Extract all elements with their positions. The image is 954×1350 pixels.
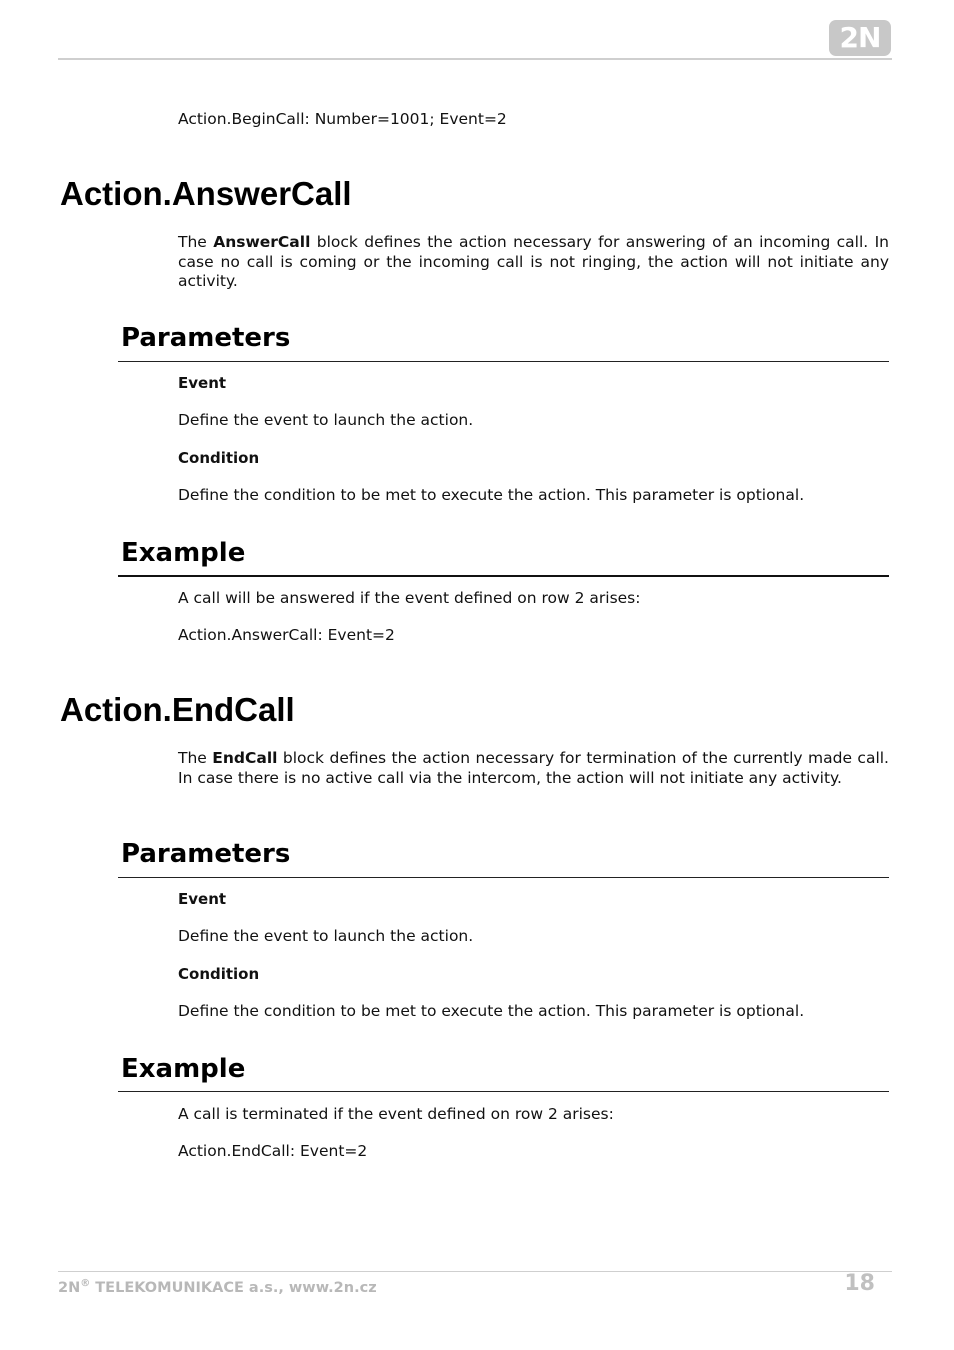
example-heading: Example: [121, 1054, 246, 1084]
example-heading: Example: [121, 538, 246, 568]
brand-logo: 2N: [829, 20, 891, 56]
param-condition-desc: Define the condition to be met to execute the action. This parameter is optional.: [178, 486, 805, 504]
section-title-endcall: Action.EndCall: [60, 691, 295, 728]
description-prefix: The: [178, 749, 213, 767]
parameters-heading: Parameters: [121, 323, 291, 353]
footer-company: [58, 1278, 377, 1296]
intro-code-line: Action.BeginCall: Number=1001; Event=2: [178, 110, 507, 128]
heading-divider: [118, 361, 889, 362]
example-description: A call is terminated if the event defined on row 2 arises:: [178, 1105, 614, 1123]
example-code-line: Action.EndCall: Event=2: [178, 1142, 368, 1160]
param-event-desc: Define the event to launch the action.: [178, 411, 474, 429]
endcall-description: [178, 749, 889, 788]
example-description: A call will be answered if the event defined on row 2 arises:: [178, 589, 641, 607]
param-event-label: Event: [178, 890, 227, 908]
heading-divider: [118, 1091, 889, 1092]
param-condition-desc: Define the condition to be met to execute the action. This parameter is optional.: [178, 1002, 805, 1020]
description-block-name: AnswerCall: [213, 233, 311, 251]
parameters-heading: Parameters: [121, 839, 291, 869]
param-event-desc: Define the event to launch the action.: [178, 927, 474, 945]
param-event-label: Event: [178, 374, 227, 392]
description-rest: block defines the action necessary for termination of the currently made call. In case there is no active call via the intercom, the action will not initiate any activity.: [178, 749, 889, 787]
param-condition-label: Condition: [178, 965, 260, 983]
heading-divider: [118, 575, 889, 577]
answercall-description: [178, 233, 889, 292]
footer-company-rest: TELEKOMUNIKACE a.s., www.2n.cz: [90, 1279, 377, 1296]
description-prefix: The: [178, 233, 214, 251]
footer-company-prefix: 2N: [58, 1279, 81, 1296]
example-code-line: Action.AnswerCall: Event=2: [178, 626, 395, 644]
registered-mark: ®: [80, 1278, 91, 1289]
footer-divider: [58, 1271, 892, 1272]
header-divider: [58, 58, 892, 60]
description-rest: block defines the action necessary for answering of an incoming call. In case no call is coming or the incoming call is not ringing, the action will not initiate any activity.: [178, 233, 889, 290]
section-title-answercall: Action.AnswerCall: [60, 175, 352, 212]
heading-divider: [118, 877, 889, 878]
param-condition-label: Condition: [178, 449, 260, 467]
page-number: 18: [844, 1271, 875, 1296]
description-block-name: EndCall: [212, 749, 278, 767]
